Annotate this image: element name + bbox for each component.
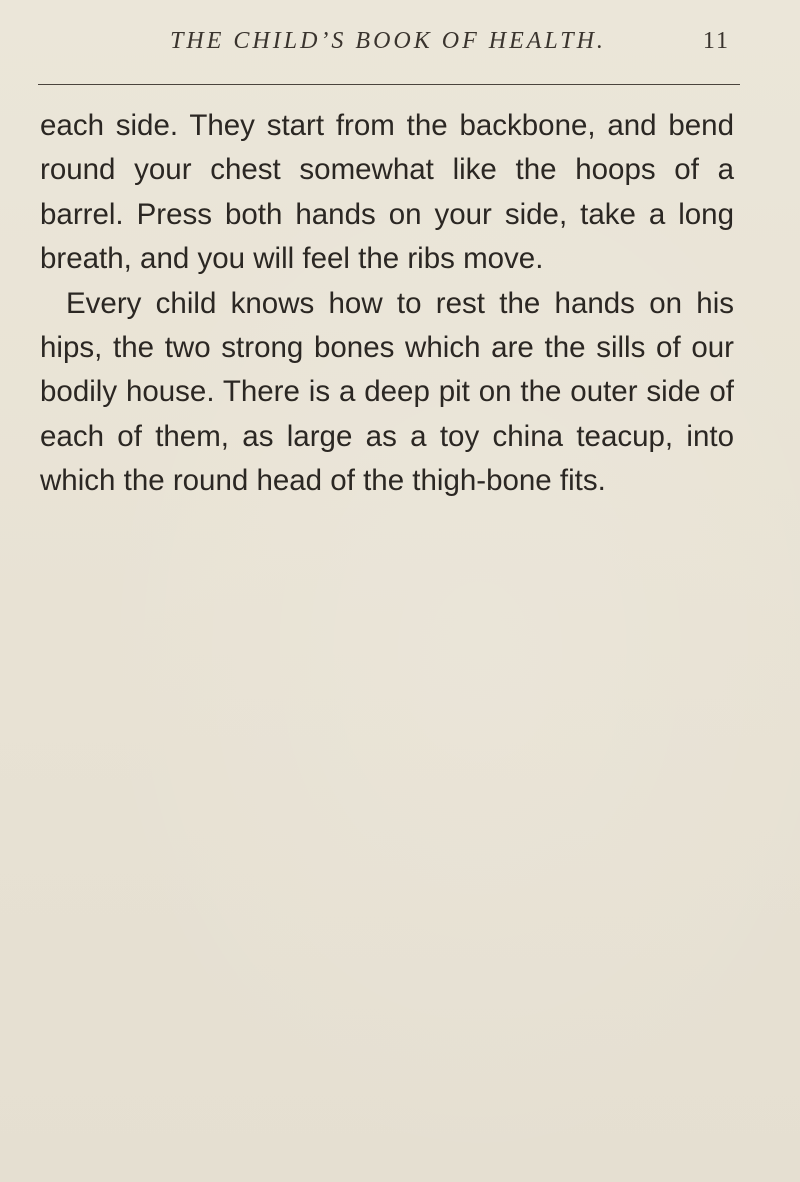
body-text bbox=[40, 104, 734, 504]
page-number: 11 bbox=[702, 28, 730, 54]
paragraph-every-child: Every child knows how to rest the hands on his hips, the two strong bones which are the sills of our bodily house. There is a deep pit on the outer side of each of them, as large as a toy china teacup, into which the round head of the thigh-bone fits. bbox=[40, 286, 734, 498]
running-title: THE CHILD’S BOOK OF HEALTH. bbox=[170, 28, 606, 54]
header-rule bbox=[38, 84, 740, 85]
page-header bbox=[38, 22, 738, 58]
paragraph-continued: each side. They start from the backbone, and bend round your chest somewhat like the hoops of a barrel. Press both hands on your side, take a long breath, and you will feel the ribs move. bbox=[40, 109, 734, 276]
